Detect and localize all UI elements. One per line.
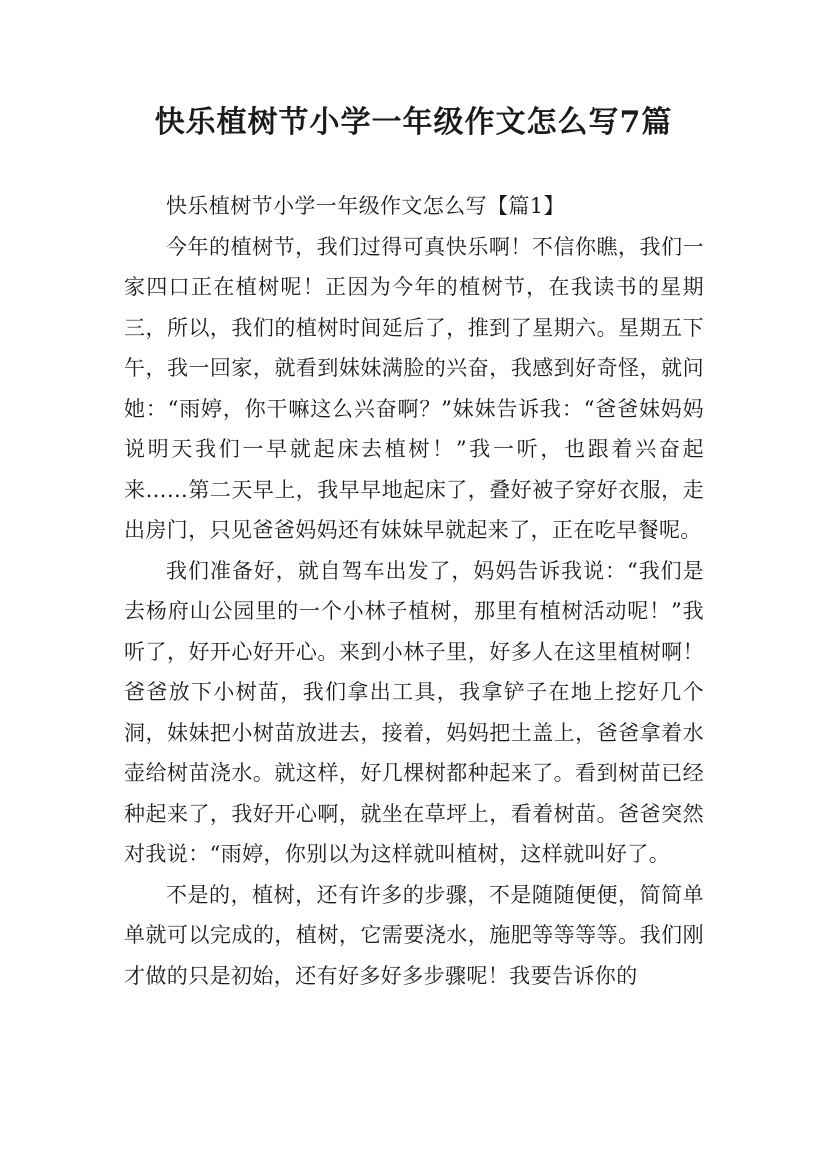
- paragraph-3: 不是的，植树，还有许多的步骤，不是随随便便，简简单单就可以完成的，植树，它需要浇水，施肥等等等等。我们刚才做的只是初始，还有好多好多步骤呢！我要告诉你的: [124, 882, 704, 988]
- section-title: 快乐植树节小学一年级作文怎么写【篇1】: [166, 194, 565, 218]
- document-title: 快乐植树节小学一年级作文怎么写7篇: [154, 105, 673, 140]
- document-body: [124, 186, 704, 996]
- paragraph-2: 我们准备好，就自驾车出发了，妈妈告诉我说：“我们是去杨府山公园里的一个小林子植树，那里有植树活动呢！”我听了，好开心好开心。来到小林子里，好多人在这里植树啊！爸爸放下小树苗，我们拿出工具，我拿铲子在地上挖好几个洞，妹妹把小树苗放进去，接着，妈妈把土盖上，爸爸拿着水壶给树苗浇水。就这样，好几棵树都种起来了。看到树苗已经种起来了，我好开心啊，就坐在草坪上，看着树苗。爸爸突然对我说：“雨婷，你别以为这样就叫植树，这样就叫好了。: [124, 558, 704, 866]
- paragraph-1: 今年的植树节，我们过得可真快乐啊！不信你瞧，我们一家四口正在植树呢！正因为今年的植树节，在我读书的星期三，所以，我们的植树时间延后了，推到了星期六。星期五下午，我一回家，就看到妹妹满脸的兴奋，我感到好奇怪，就问她：“雨婷，你干嘛这么兴奋啊？”妹妹告诉我：“爸爸妹妈妈说明天我们一早就起床去植树！”我一听，也跟着兴奋起来……第二天早上，我早早地起床了，叠好被子穿好衣服，走出房门，只见爸爸妈妈还有妹妹早就起来了，正在吃早餐呢。: [124, 234, 704, 542]
